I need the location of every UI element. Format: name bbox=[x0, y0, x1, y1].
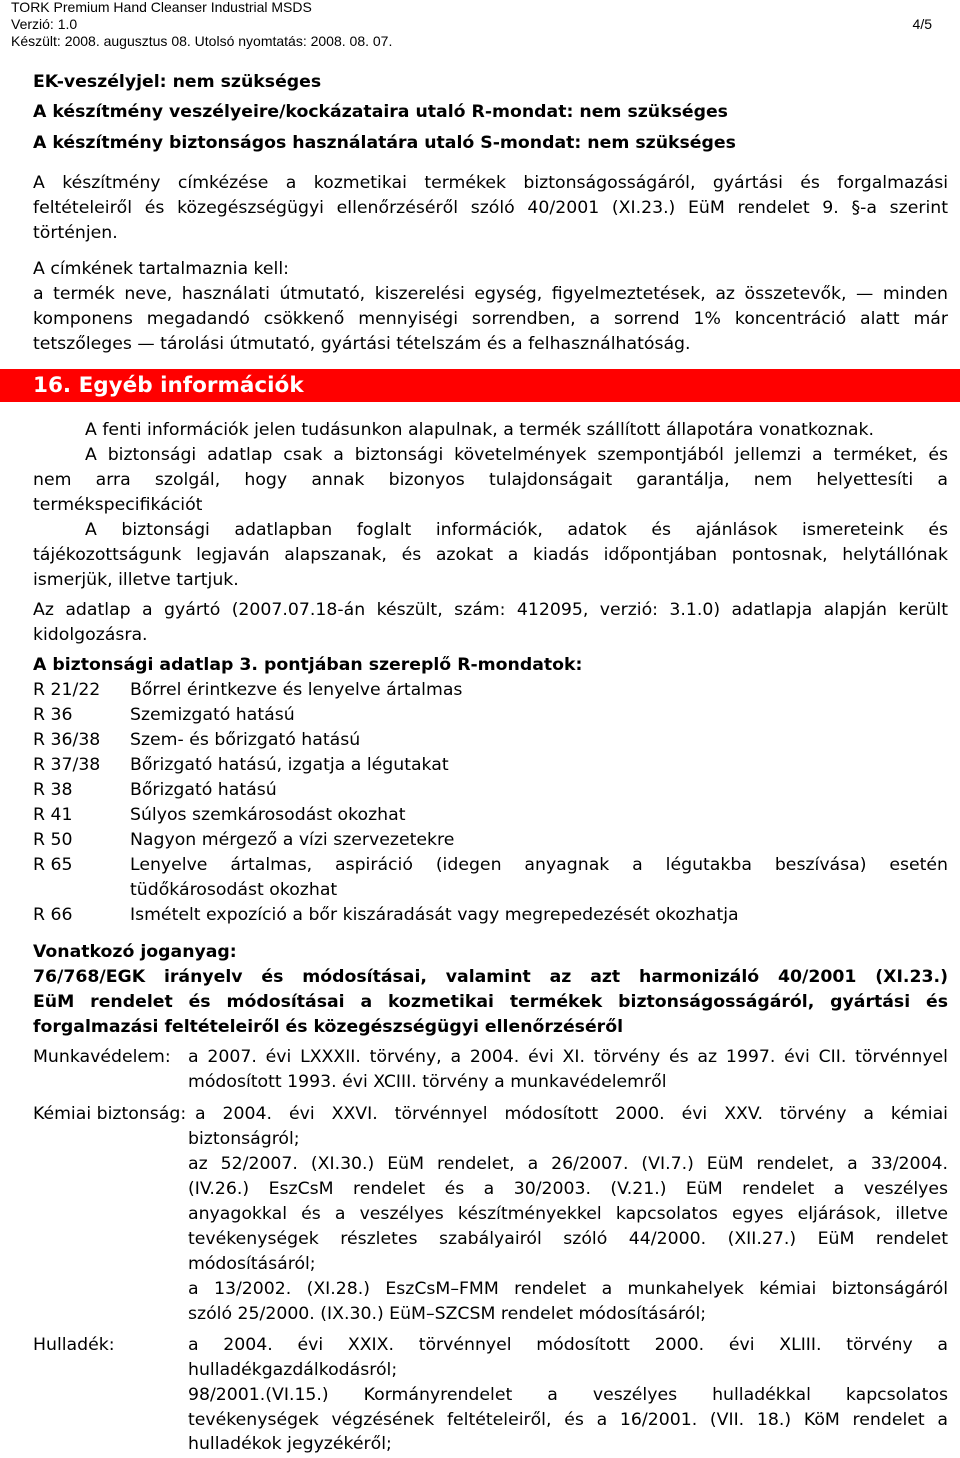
r-phrase-code: R 50 bbox=[33, 830, 73, 850]
r-phrase-code: R 21/22 bbox=[33, 680, 101, 700]
chemical-safety-line-8: a 13/2002. (XI.28.) EszCsM–FMM rendelet a munkahelyek kémiai biztonságáról bbox=[188, 1279, 948, 1299]
waste-label: Hulladék: bbox=[33, 1335, 115, 1355]
info-para-4-line-2: kidolgozásra. bbox=[33, 625, 148, 645]
r-phrase-text: Bőrrel érintkezve és lenyelve ártalmas bbox=[130, 680, 463, 700]
legislation-line-1: 76/768/EGK irányelv és módosításai, valamint az azt harmonizáló 40/2001 (XI.23.) bbox=[33, 967, 948, 987]
waste-line-1: a 2004. évi XXIX. törvénnyel módosított 2000. évi XLIII. törvény a bbox=[188, 1335, 948, 1355]
info-para-2-line-3: termékspecifikációt bbox=[33, 495, 203, 515]
info-para-2-line-2: nem arra szolgál, hogy annak bizonyos tulajdonságait garantálja, nem helyettesíti a bbox=[33, 470, 948, 490]
work-safety-line-2: módosított 1993. évi XCIII. törvény a munkavédelemről bbox=[188, 1072, 667, 1092]
ek-hazard-line: EK-veszélyjel: nem szükséges bbox=[33, 72, 322, 92]
r-phrase-text-continued: tüdőkárosodást okozhat bbox=[130, 880, 338, 900]
s-phrase-line: A készítmény biztonságos használatára utaló S-mondat: nem szükséges bbox=[33, 133, 736, 153]
section-16-title: 16. Egyéb információk bbox=[33, 373, 304, 398]
info-para-3-line-3: ismerjük, illetve tartjuk. bbox=[33, 570, 239, 590]
label-content-line-1: a termék neve, használati útmutató, kiszerelési egység, figyelmeztetések, az összetevők, — minden bbox=[33, 284, 948, 304]
date-line: Készült: 2008. augusztus 08. Utolsó nyomtatás: 2008. 08. 07. bbox=[11, 33, 393, 49]
chemical-safety-line-2: biztonságról; bbox=[188, 1129, 300, 1149]
info-para-2-line-1: A biztonsági adatlap csak a biztonsági követelmények szempontjából jellemzi a terméket, és bbox=[85, 445, 948, 465]
work-safety-line-1: a 2007. évi LXXXII. törvény, a 2004. évi XI. törvény és az 1997. évi CII. törvénnyel bbox=[188, 1047, 948, 1067]
label-content-line-2: komponens megadandó csökkenő mennyiségi sorrendben, a sorrend 1% koncentráció alatt már bbox=[33, 309, 948, 329]
chemical-safety-line-6: tevékenységek részletes szabályairól szóló 44/2000. (XII.27.) EüM rendelet bbox=[188, 1229, 948, 1249]
chemical-safety-line-1: a 2004. évi XXVI. törvénnyel módosított 2000. évi XXV. törvény a kémiai bbox=[195, 1104, 948, 1124]
labeling-para-line-3: történjen. bbox=[33, 223, 118, 243]
waste-line-4: tevékenységek végzésének feltételeiről, és a 16/2001. (VII. 18.) KöM rendelet a bbox=[188, 1410, 948, 1430]
info-para-3-line-1: A biztonsági adatlapban foglalt információk, adatok és ajánlások ismereteink és bbox=[85, 520, 948, 540]
r-phrase-code: R 38 bbox=[33, 780, 73, 800]
chemical-safety-line-3: az 52/2007. (XI.30.) EüM rendelet, a 26/2007. (VI.7.) EüM rendelet, a 33/2004. bbox=[188, 1154, 948, 1174]
label-content-line-3: tetszőleges — tárolási útmutató, gyártási tételszám és a felhasználhatóság. bbox=[33, 334, 691, 354]
work-safety-label: Munkavédelem: bbox=[33, 1047, 171, 1067]
r-phrase-code: R 66 bbox=[33, 905, 73, 925]
waste-line-2: hulladékgazdálkodásról; bbox=[188, 1360, 398, 1380]
chemical-safety-line-4: (IV.26.) EszCsM rendelet és a 30/2003. (V.21.) EüM rendelet a veszélyes bbox=[188, 1179, 948, 1199]
version-label: Verzió: 1.0 bbox=[11, 16, 78, 32]
chemical-safety-line-7: módosításáról; bbox=[188, 1254, 316, 1274]
labeling-para-line-2: feltételeiről és közegészségügyi ellenőrzéséről szóló 40/2001 (XI.23.) EüM rendelet 9. §-a szerint bbox=[33, 198, 948, 218]
r-phrase-text: Szem- és bőrizgató hatású bbox=[130, 730, 361, 750]
page-number: 4/5 bbox=[912, 16, 932, 32]
r-phrase-code: R 65 bbox=[33, 855, 73, 875]
r-phrase-text: Nagyon mérgező a vízi szervezetekre bbox=[130, 830, 455, 850]
chemical-safety-label: Kémiai biztonság: bbox=[33, 1104, 187, 1124]
section-16-header bbox=[0, 369, 960, 402]
info-para-3-line-2: tájékozottságunk legjaván alapszanak, és azokat a kiadás időpontjában pontosnak, helytállónak bbox=[33, 545, 948, 565]
labeling-para-line-1: A készítmény címkézése a kozmetikai termékek biztonságosságáról, gyártási és forgalmazási bbox=[33, 173, 948, 193]
document-title: TORK Premium Hand Cleanser Industrial MSDS bbox=[11, 0, 312, 15]
r-phrase-text: Ismételt expozíció a bőr kiszáradását vagy megrepedezését okozhatja bbox=[130, 905, 739, 925]
legislation-line-3: forgalmazási feltételeiről és közegészségügyi ellenőrzéséről bbox=[33, 1017, 623, 1037]
r-phrase-code: R 36/38 bbox=[33, 730, 101, 750]
legislation-line-2: EüM rendelet és módosításai a kozmetikai termékek biztonságosságáról, gyártási és bbox=[33, 992, 948, 1012]
info-para-4-line-1: Az adatlap a gyártó (2007.07.18-án készült, szám: 412095, verzió: 3.1.0) adatlapja alapján került bbox=[33, 600, 948, 620]
chemical-safety-line-9: szóló 25/2000. (IX.30.) EüM–SZCSM rendelet módosításáról; bbox=[188, 1304, 707, 1324]
r-phrase-text: Bőrizgató hatású bbox=[130, 780, 277, 800]
r-phrase-code: R 36 bbox=[33, 705, 73, 725]
info-para-1: A fenti információk jelen tudásunkon alapulnak, a termék szállított állapotára vonatkoznak. bbox=[85, 420, 875, 440]
waste-line-5: hulladékok jegyzékéről; bbox=[188, 1434, 392, 1454]
r-phrase-text: Bőrizgató hatású, izgatja a légutakat bbox=[130, 755, 449, 775]
r-phrase-text: Súlyos szemkárosodást okozhat bbox=[130, 805, 406, 825]
label-content-heading: A címkének tartalmaznia kell: bbox=[33, 259, 289, 279]
r-phrase-text: Szemizgató hatású bbox=[130, 705, 295, 725]
r-phrase-text: Lenyelve ártalmas, aspiráció (idegen anyagnak a légutakba beszívása) esetén bbox=[130, 855, 948, 875]
r-phrase-code: R 41 bbox=[33, 805, 73, 825]
r-phrase-code: R 37/38 bbox=[33, 755, 101, 775]
legislation-heading: Vonatkozó joganyag: bbox=[33, 942, 237, 962]
chemical-safety-line-5: anyagokkal és a veszélyes készítményekkel kapcsolatos egyes eljárások, illetve bbox=[188, 1204, 948, 1224]
waste-line-3: 98/2001.(VI.15.) Kormányrendelet a veszélyes hulladékkal kapcsolatos bbox=[188, 1385, 948, 1405]
r-phrase-line: A készítmény veszélyeire/kockázataira utaló R-mondat: nem szükséges bbox=[33, 102, 728, 122]
r-phrases-heading: A biztonsági adatlap 3. pontjában szereplő R-mondatok: bbox=[33, 655, 583, 675]
